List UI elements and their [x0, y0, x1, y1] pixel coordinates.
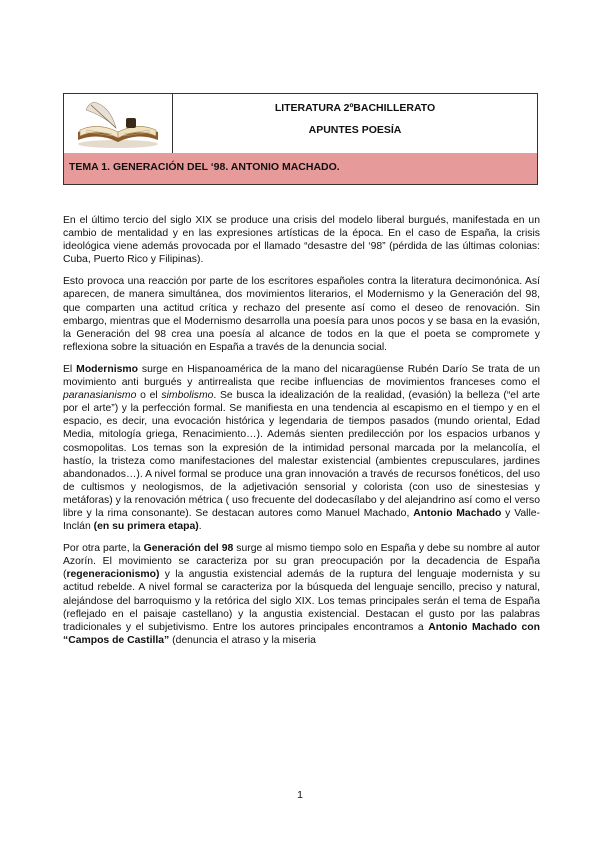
header-table — [63, 93, 538, 185]
p4-text: surge al mismo tiempo solo en España y debe su nombre al autor Azorín. El movimiento se caracteriza por su gran preocupación por la decadencia de España ( — [63, 543, 540, 581]
p3-text: y Valle-Inclán — [63, 507, 540, 533]
p3-bold-author: Antonio Machado — [413, 507, 502, 519]
paragraph-3 — [63, 363, 540, 533]
topic-row — [64, 153, 537, 184]
document-title: LITERATURA 2ºBACHILLERATO — [274, 102, 436, 114]
topic-title: TEMA 1. GENERACIÓN DEL ‘98. ANTONIO MACHADO. — [69, 161, 340, 173]
p3-italic: simbolismo — [161, 390, 214, 402]
paragraph-4 — [63, 542, 540, 647]
p4-text: y la angustia existencial además de la ruptura del lenguaje modernista y su actitud rebelde. A nivel formal se caracteriza por la búsqueda del lenguaje sencillo, preciso y natural, alejándose del barroquismo y la retórica del siglo XIX. Los temas principales serán el tema de España (reflejado en el paisaje castellano) y la angustia existencial. Destacan el gusto por las palabras tradicionales y el subjetivismo. Entre los autores principales encontramos a — [63, 569, 540, 633]
p3-text: o el — [136, 390, 162, 402]
page-number: 1 — [297, 789, 303, 801]
p3-text: surge en Hispanoamérica de la mano del nicaragüense Rubén Darío Se trata de un movimiento anti burgués y antirrealista que recibe influencias de movimientos franceses como el — [63, 363, 540, 389]
p3-text: . Se busca la idealización de la realidad, (evasión) la belleza (“el arte por el arte”) y la perfección formal. Se manifiesta en una tendencia al escapismo en el tiempo y en el espacio, es decir, una evocación histórica y legendaria de tiempos pasados (mundo oriental, Edad Media, mitología griega, Renacimiento…). Además sienten predilección por los espacios urbanos y cosmopolitas. Los temas son la expresión de la intimidad personal marcada por la melancolía, el hastío, la tristeza como manifestaciones del malestar existencial (ambientes crepusculares, jardines abandonados…). A nivel formal se produce una gran innovación a través de recursos fonéticos, del uso de cultismos y neologismos, de la adjetivación sensorial y colorista (con uso de sinestesias y metáforas) y la renovación métrica ( uso frecuente del dodecasílabo y del alejandrino así como el verso libre y la rima consonante). Se destacan autores como Manuel Machado, — [63, 390, 541, 519]
header-top-row — [64, 94, 537, 154]
p4-text: Por otra parte, la — [63, 543, 144, 555]
header-titles — [173, 94, 537, 153]
p3-bold-etapa: (en su primera etapa) — [93, 521, 199, 533]
book-quill-logo — [64, 94, 173, 153]
p3-italic: paranasianismo — [63, 390, 137, 402]
paragraph-1: En el último tercio del siglo XIX se produce una crisis del modelo liberal burgués, manifestada en un cambio de mentalidad y en las expresiones artísticas de la época. En el caso de España, la crisis ideológica viene además provocada por el llamado “desastre del ‘98” (pérdida de las últimas colonias: Cuba, Puerto Rico y Filipinas). — [63, 215, 540, 266]
p4-bold-generacion: Generación del 98 — [143, 543, 234, 555]
paragraph-2: Esto provoca una reacción por parte de los escritores españoles contra la literatura decimonónica. Así aparecen, de manera simultánea, dos movimientos literarios, el Modernismo y la Generación del 98, que comparten una actitud crítica y rechazo del presente así como el deseo de renovación. Sin embargo, mientras que el Modernismo desarrolla una poesía para unos pocos y se basa en la evasión, la Generación del 98 crea una poesía al alcance de todos en la que el poeta se compromete y reflexiona sobre la situación en España a través de la denuncia social. — [63, 276, 540, 353]
document-subtitle: APUNTES POESÍA — [308, 124, 402, 136]
p4-bold-campos: Antonio Machado con “Campos de Castilla” — [63, 621, 540, 646]
document-body — [63, 214, 540, 656]
p4-text: (denuncia el atraso y la miseria — [169, 634, 316, 646]
p3-bold-modernismo: Modernismo — [76, 363, 138, 375]
p3-text: El — [63, 363, 77, 375]
p3-text: . — [198, 521, 202, 533]
book-quill-icon — [64, 94, 172, 152]
p4-bold-regeneracionismo: regeneracionismo) — [66, 569, 160, 581]
